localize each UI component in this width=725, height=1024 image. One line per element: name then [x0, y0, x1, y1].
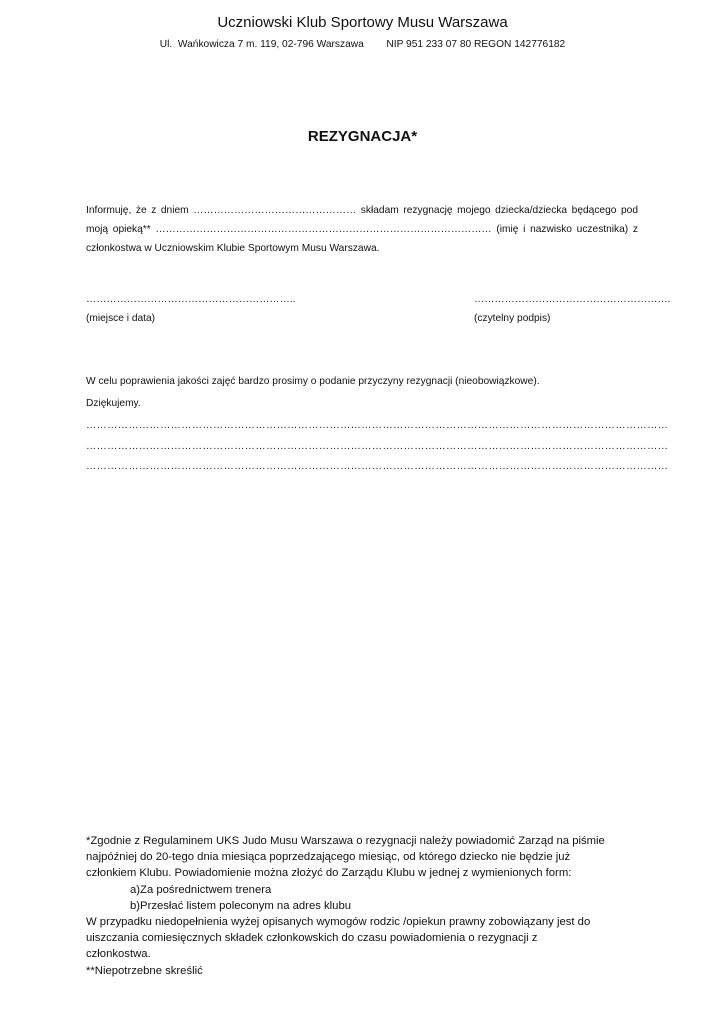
footnote-note: **Niepotrzebne skreślić [86, 964, 203, 977]
footnote [86, 833, 646, 979]
reason-line-3[interactable]: ………………………………………………………………………………………………………………………………………………… [86, 461, 669, 472]
club-address: Ul. Wańkowicza 7 m. 119, 02-796 Warszawa NIP 951 233 07 80 REGON 142776182 [159, 39, 566, 50]
footnote-line-2: najpóźniej do 20-tego dnia miesiąca poprzedzającego miesiąc, od którego dziecko nie będzie już [86, 851, 571, 864]
signature-label: (czytelny podpis) [474, 313, 551, 324]
thanks-text: Dziękujemy. [86, 398, 141, 409]
footnote-line-5: uiszczania comiesięcznych składek członkowskich do czasu powiadomienia o rezygnacji z [86, 932, 538, 945]
place-date-field[interactable]: …………………………………………………….. [86, 294, 296, 305]
reason-request-text: W celu poprawienia jakości zajęć bardzo prosimy o podanie przyczyny rezygnacji (nieobowiązkowe). [86, 376, 540, 387]
reason-line-1[interactable]: ………………………………………………………………………………………………………………………………………………… [86, 420, 669, 431]
footnote-line-1: *Zgodnie z Regulaminem UKS Judo Musu Warszawa o rezygnacji należy powiadomić Zarząd na piśmie [86, 835, 605, 847]
reason-request [86, 371, 646, 415]
intro-line-3: członkostwa w Uczniowskim Klubie Sportowym Musu Warszawa. [86, 243, 380, 254]
footnote-option-a: a)Za pośrednictwem trenera [130, 883, 272, 896]
place-date-label: (miejsce i data) [86, 313, 156, 324]
club-name: Uczniowski Klub Sportowy Musu Warszawa [217, 14, 508, 31]
footnote-option-b: b)Przesłać listem poleconym na adres klubu [130, 899, 352, 912]
signature-field[interactable]: …………………………………………………. [474, 294, 671, 305]
footnote-line-6: członkostwa. [86, 948, 151, 961]
footnote-line-3: członkiem Klubu. Powiadomienie można złożyć do Zarządu Klubu w jednej z wymienionych form: [86, 867, 572, 880]
intro-line-2: moją opieką** ……………………………………………………………………………………… (imię i nazwisko uczestnika) z [86, 224, 638, 235]
footnote-line-4: W przypadku niedopełnienia wyżej opisanych wymogów rodzic /opiekun prawny zobowiązany jest do [86, 916, 591, 929]
intro-paragraph [86, 201, 638, 258]
document-title: REZYGNACJA* [307, 128, 418, 145]
reason-line-2[interactable]: ………………………………………………………………………………………………………………………………………………… [86, 441, 669, 452]
intro-line-1: Informuję, że z dniem ………………………………………… składam rezygnację mojego dziecka/dziecka będącego pod [86, 205, 638, 216]
